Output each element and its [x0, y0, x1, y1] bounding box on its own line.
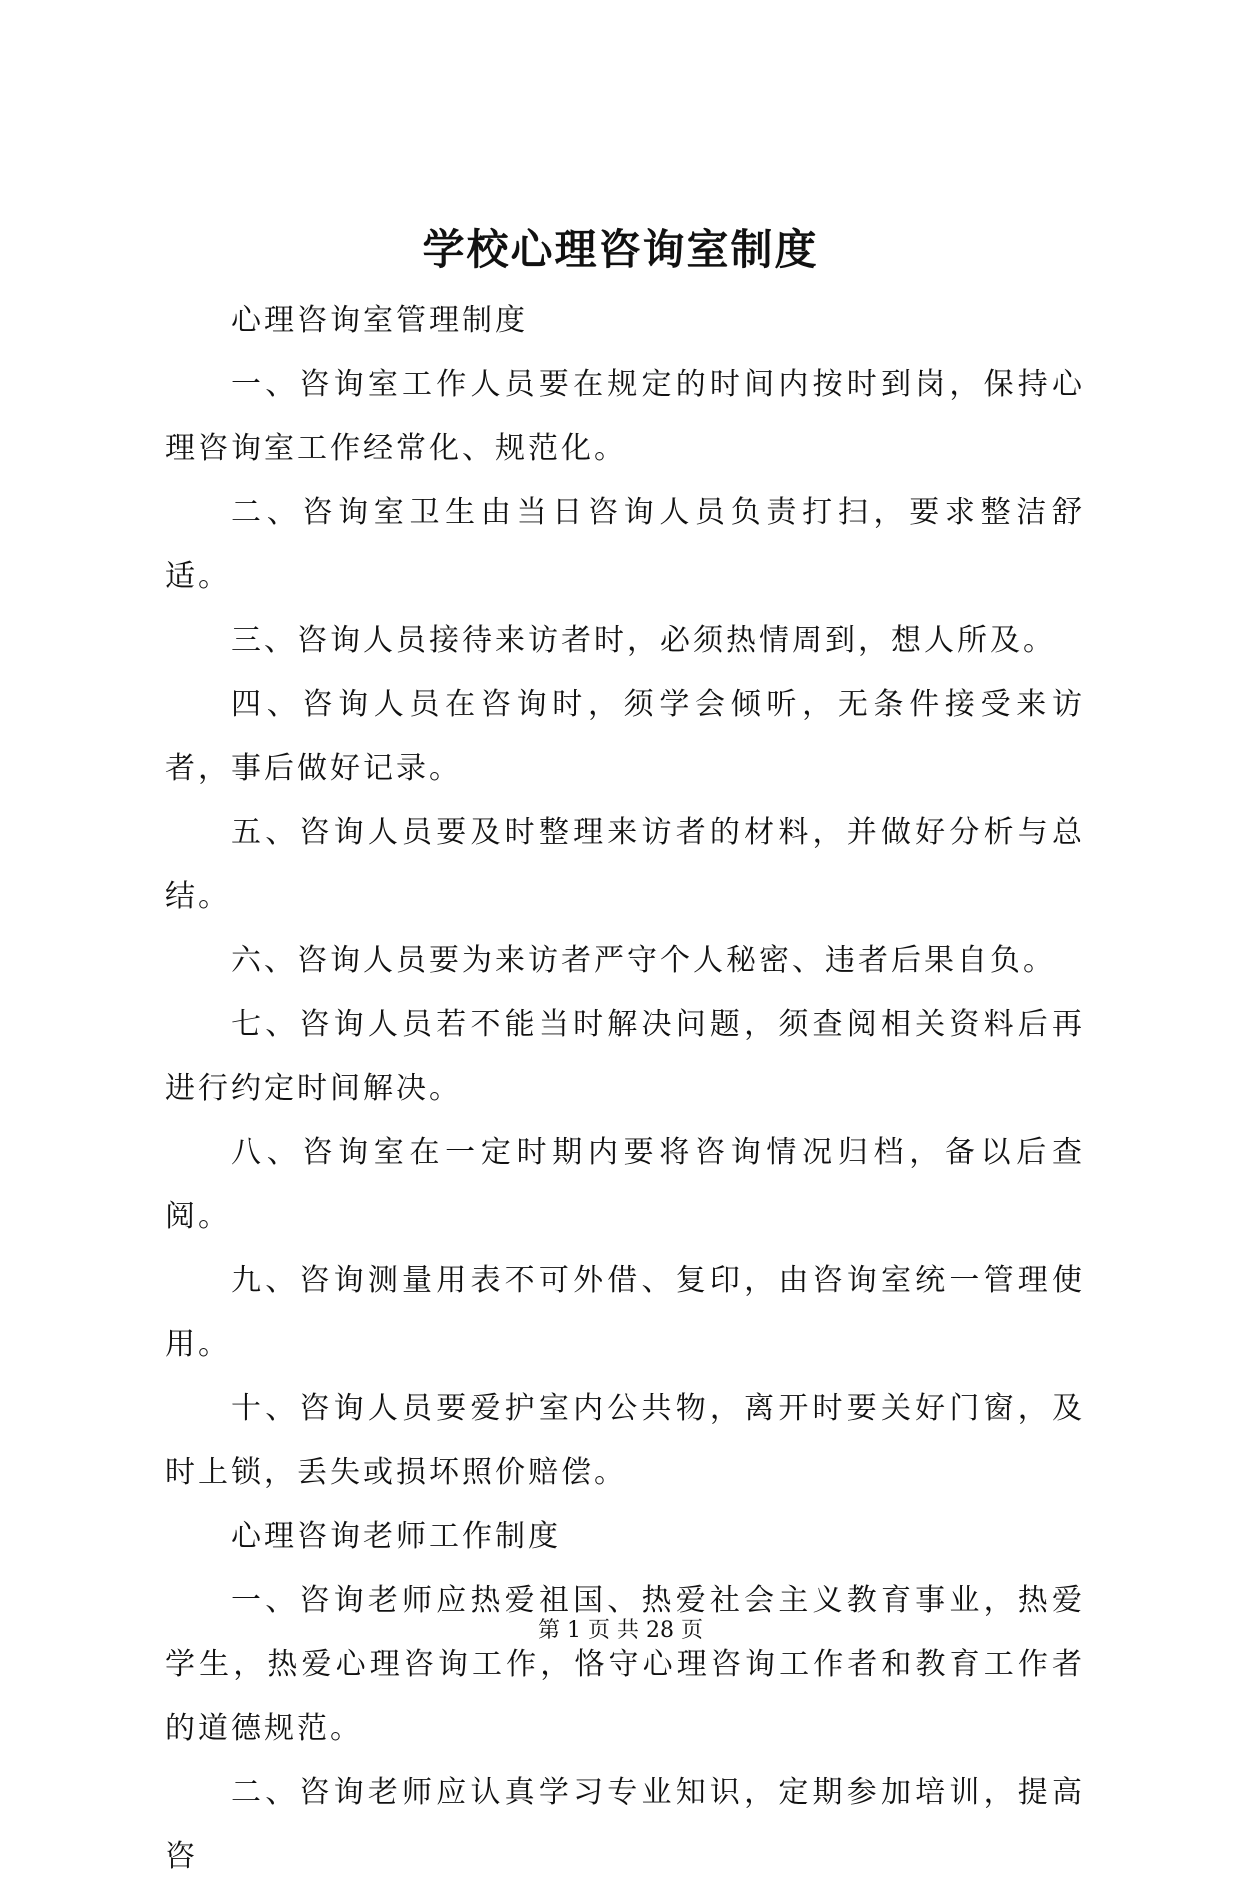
- paragraph: 心理咨询老师工作制度: [231, 1519, 561, 1554]
- paragraph: 六、咨询人员要为来访者严守个人秘密、违者后果自负。: [231, 943, 1056, 978]
- document-title: 学校心理咨询室制度: [422, 225, 819, 274]
- paragraph: 七、咨询人员若不能当时解决问题，须查阅相关资料后再进行约定时间解决。: [165, 1007, 1085, 1106]
- paragraph: 一、咨询室工作人员要在规定的时间内按时到岗，保持心理咨询室工作经常化、规范化。: [165, 367, 1085, 466]
- paragraph: 一、咨询老师应热爱祖国、热爱社会主义教育事业，热爱学生，热爱心理咨询工作，恪守心理咨询工作者和教育工作者的道德规范。: [165, 1583, 1085, 1746]
- paragraph: 心理咨询室管理制度: [231, 303, 528, 338]
- paragraph: 九、咨询测量用表不可外借、复印，由咨询室统一管理使用。: [165, 1263, 1085, 1362]
- paragraph: 八、咨询室在一定时期内要将咨询情况归档，备以后查阅。: [165, 1135, 1085, 1234]
- paragraph: 四、咨询人员在咨询时，须学会倾听，无条件接受来访者，事后做好记录。: [165, 687, 1085, 786]
- paragraph: 五、咨询人员要及时整理来访者的材料，并做好分析与总结。: [165, 815, 1085, 914]
- document-body: [165, 289, 1085, 1889]
- page-footer: 第 1 页 共 28 页: [538, 1618, 703, 1643]
- paragraph: 十、咨询人员要爱护室内公共物，离开时要关好门窗，及时上锁，丢失或损坏照价赔偿。: [165, 1391, 1085, 1490]
- paragraph: 二、咨询老师应认真学习专业知识，定期参加培训，提高咨: [165, 1775, 1085, 1874]
- paragraph: 二、咨询室卫生由当日咨询人员负责打扫，要求整洁舒适。: [165, 495, 1085, 594]
- paragraph: 三、咨询人员接待来访者时，必须热情周到，想人所及。: [231, 623, 1056, 658]
